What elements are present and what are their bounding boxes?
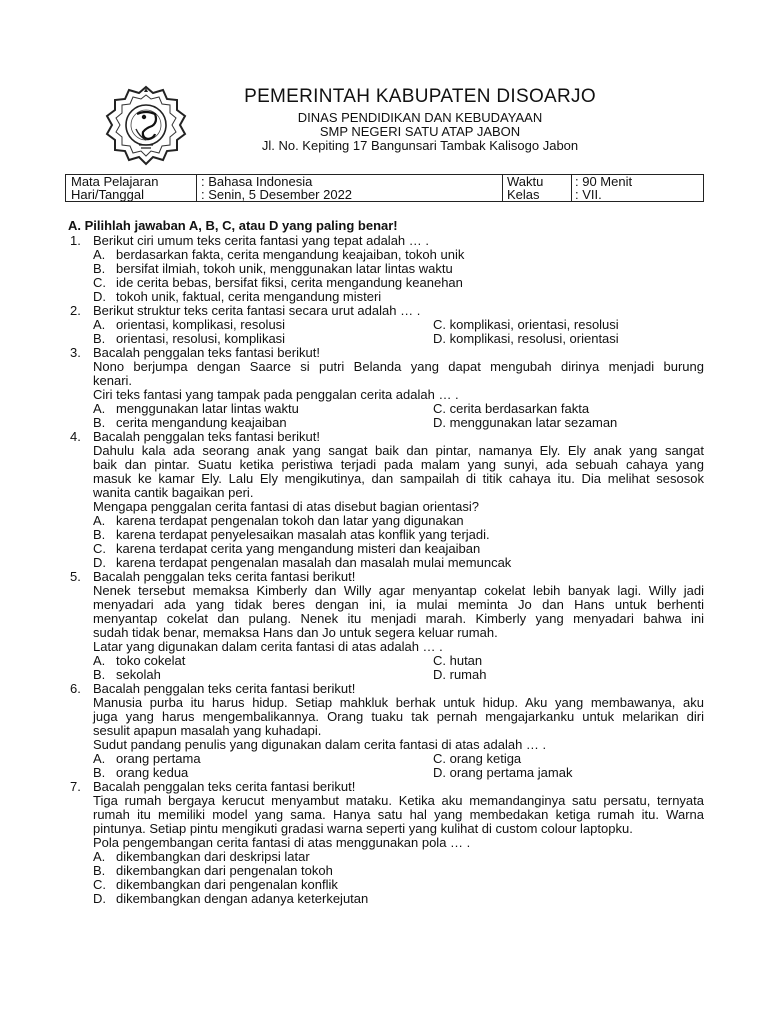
table-divider xyxy=(196,175,197,201)
option-text: cerita mengandung keajaiban xyxy=(116,415,287,430)
option-letter: C. xyxy=(93,541,106,556)
option-text: dikembangkan dari pengenalan tokoh xyxy=(116,863,333,878)
duration-label: Waktu xyxy=(507,174,544,189)
class-value: : VII. xyxy=(575,187,602,202)
letterhead-school: SMP NEGERI SATU ATAP JABON xyxy=(319,124,521,139)
passage-line: juga yang harus mengembalikannya. Orang tuaku tak pernah mengajarkanku untuk melarikan diri xyxy=(93,709,704,724)
exam-info-table xyxy=(65,174,704,202)
option-letter: D. xyxy=(93,555,106,570)
option-text: D. menggunakan latar sezaman xyxy=(433,415,618,430)
option-letter: B. xyxy=(93,863,106,878)
option-text: tokoh unik, faktual, cerita mengandung misteri xyxy=(116,289,382,304)
option-text: dikembangkan dari deskripsi latar xyxy=(116,849,310,864)
question-number: 5. xyxy=(70,569,81,584)
passage-line: Tiga rumah bergaya kerucut menyambut mataku. Ketika aku memandanginya satu persatu, ternyata xyxy=(93,793,704,808)
option-letter: C. xyxy=(93,877,106,892)
option-text: D. rumah xyxy=(433,667,487,682)
option-text: orientasi, komplikasi, resolusi xyxy=(116,317,286,332)
option-letter: B. xyxy=(93,261,106,276)
option-letter: B. xyxy=(93,667,106,682)
passage-line: Nenek tersebut memaksa Kimberly dan Willy agar menyantap cokelat lebih banyak lagi. Willy jadi xyxy=(93,583,704,598)
passage-line: masuk ke kamar Ely. Lalu Ely mengikutinya, dan sampailah di titik cahaya itu. Dia melihat sesosok xyxy=(93,471,704,486)
option-letter: A. xyxy=(93,849,106,864)
option-text: karena terdapat penyelesaikan masalah atas konflik yang terjadi. xyxy=(116,527,490,542)
question-prompt: Sudut pandang penulis yang digunakan dalam cerita fantasi di atas adalah … . xyxy=(93,737,547,752)
option-letter: A. xyxy=(93,401,106,416)
option-letter: B. xyxy=(93,415,106,430)
option-text: dikembangkan dari pengenalan konflik xyxy=(116,877,338,892)
question-number: 1. xyxy=(70,233,81,248)
passage-line: menyadari ada yang tidak beres dengan ini, ia mulai meminta Jo dan Hans untuk berhenti xyxy=(93,597,704,612)
option-text: C. cerita berdasarkan fakta xyxy=(433,401,590,416)
passage-line: rumah itu memiliki model yang sama. Hanya satu hal yang membedakan ketiga rumah itu. Warna xyxy=(93,807,704,822)
option-text: C. hutan xyxy=(433,653,483,668)
option-letter: B. xyxy=(93,331,106,346)
question-number: 4. xyxy=(70,429,81,444)
option-letter: A. xyxy=(93,751,106,766)
question-prompt: Ciri teks fantasi yang tampak pada penggalan cerita adalah … . xyxy=(93,387,459,402)
option-letter: B. xyxy=(93,527,106,542)
question-stem: Bacalah penggalan teks fantasi berikut! xyxy=(93,345,320,360)
subject-value: : Bahasa Indonesia xyxy=(201,174,313,189)
option-text: menggunakan latar lintas waktu xyxy=(116,401,299,416)
option-text: C. orang ketiga xyxy=(433,751,522,766)
question-stem: Bacalah penggalan teks cerita fantasi berikut! xyxy=(93,681,356,696)
option-text: C. komplikasi, orientasi, resolusi xyxy=(433,317,619,332)
option-text: dikembangkan dengan adanya keterkejutan xyxy=(116,891,369,906)
passage-line: wanita cantik bagaikan peri. xyxy=(93,485,254,500)
passage-line: sesulit apapun masalah yang kuhadapi. xyxy=(93,723,322,738)
option-letter: D. xyxy=(93,891,106,906)
option-text: orang kedua xyxy=(116,765,189,780)
passage-line: baik dan pintar. Suatu ketika peristiwa terjadi pada malam yang sunyi, ada sebuah cahaya yang xyxy=(93,457,704,472)
option-text: berdasarkan fakta, cerita mengandung keajaiban, tokoh unik xyxy=(116,247,465,262)
question-stem: Bacalah penggalan teks cerita fantasi berikut! xyxy=(93,569,356,584)
option-letter: C. xyxy=(93,275,106,290)
option-text: bersifat ilmiah, tokoh unik, menggunakan latar lintas waktu xyxy=(116,261,453,276)
question-stem: Bacalah penggalan teks cerita fantasi berikut! xyxy=(93,779,356,794)
passage-line: menyantap cokelat dan pulang. Nenek itu menjadi marah. Kimberly yang menyadari bahwa ini xyxy=(93,611,704,626)
option-text: orang pertama xyxy=(116,751,201,766)
option-letter: A. xyxy=(93,513,106,528)
option-letter: A. xyxy=(93,317,106,332)
option-text: D. komplikasi, resolusi, orientasi xyxy=(433,331,619,346)
question-number: 3. xyxy=(70,345,81,360)
section-a-instruction: A. Pilihlah jawaban A, B, C, atau D yang paling benar! xyxy=(68,218,398,233)
option-text: karena terdapat pengenalan masalah dan masalah mulai memuncak xyxy=(116,555,512,570)
option-text: toko cokelat xyxy=(116,653,186,668)
question-number: 7. xyxy=(70,779,81,794)
question-prompt: Pola pengembangan cerita fantasi di atas menggunakan pola … . xyxy=(93,835,471,850)
option-text: orientasi, resolusi, komplikasi xyxy=(116,331,286,346)
passage-line: Manusia purba itu harus hidup. Setiap mahkluk berhak untuk hidup. Aku yang membawanya, aku xyxy=(93,695,704,710)
class-label: Kelas xyxy=(507,187,540,202)
question-number: 6. xyxy=(70,681,81,696)
question-prompt: Mengapa penggalan cerita fantasi di atas disebut bagian orientasi? xyxy=(93,499,479,514)
letterhead-address: Jl. No. Kepiting 17 Bangunsari Tambak Kalisogo Jabon xyxy=(261,138,579,153)
question-stem: Berikut struktur teks cerita fantasi secara urut adalah … . xyxy=(93,303,421,318)
table-divider xyxy=(502,175,503,201)
option-text: karena terdapat pengenalan tokoh dan latar yang digunakan xyxy=(116,513,464,528)
option-letter: D. xyxy=(93,289,106,304)
passage-line: kenari. xyxy=(93,373,133,388)
question-stem: Bacalah penggalan teks fantasi berikut! xyxy=(93,429,320,444)
subject-label: Mata Pelajaran xyxy=(71,174,159,189)
option-text: sekolah xyxy=(116,667,161,682)
date-value: : Senin, 5 Desember 2022 xyxy=(201,187,353,202)
passage-line: sudah tidak benar, memaksa Hans dan Jo untuk segera keluar rumah. xyxy=(93,625,498,640)
table-divider xyxy=(571,175,572,201)
letterhead-department: DINAS PENDIDIKAN DAN KEBUDAYAAN xyxy=(297,110,543,125)
passage-line: Nono berjumpa dengan Saarce si putri Belanda yang dapat mengubah dirinya menjadi burung xyxy=(93,359,704,374)
regency-emblem-logo xyxy=(103,84,189,170)
option-text: ide cerita bebas, bersifat fiksi, cerita mengandung keanehan xyxy=(116,275,463,290)
question-prompt: Latar yang digunakan dalam cerita fantasi di atas adalah … . xyxy=(93,639,443,654)
date-label: Hari/Tanggal xyxy=(71,187,144,202)
option-letter: A. xyxy=(93,653,106,668)
passage-line: pintunya. Setiap pintu mengikuti gradasi warna seperti yang kulihat di custom colour laptopku. xyxy=(93,821,633,836)
option-letter: B. xyxy=(93,765,106,780)
option-text: karena terdapat cerita yang mengandung misteri dan keajaiban xyxy=(116,541,481,556)
option-text: D. orang pertama jamak xyxy=(433,765,573,780)
passage-line: Dahulu kala ada seorang anak yang sangat baik dan pintar, namanya Ely. Ely anak yang sangat xyxy=(93,443,704,458)
duration-value: : 90 Menit xyxy=(575,174,633,189)
question-number: 2. xyxy=(70,303,81,318)
question-stem: Berikut ciri umum teks cerita fantasi yang tepat adalah … . xyxy=(93,233,429,248)
option-letter: A. xyxy=(93,247,106,262)
letterhead-government: PEMERINTAH KABUPATEN DISOARJO xyxy=(244,86,596,107)
